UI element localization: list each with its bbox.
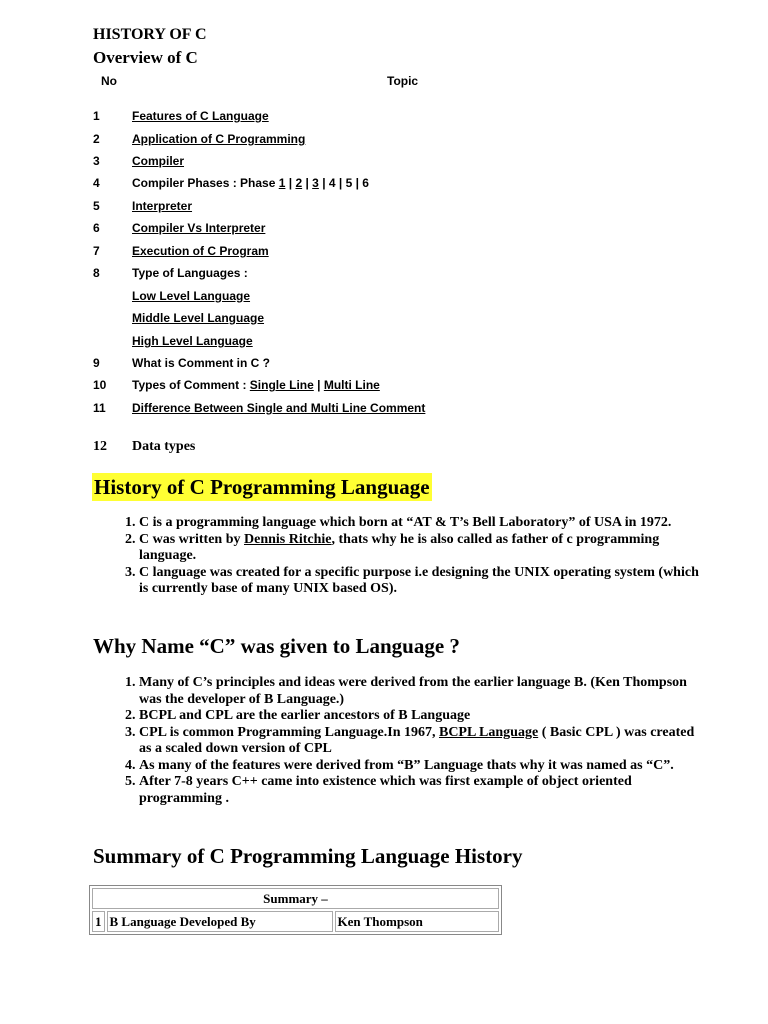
toc-row	[0, 244, 768, 264]
toc-link-middle-level[interactable]: Middle Level Language	[132, 311, 265, 325]
list-item-text: CPL is common Programming Language.In 1967,	[139, 724, 439, 740]
bcpl-language-link[interactable]: BCPL Language	[438, 724, 539, 740]
list-item: 4. As many of the features were derived from “B” Language thats why it was named as “C”.	[139, 758, 699, 775]
toc-header-topic: Topic	[387, 74, 419, 88]
why-name-list	[93, 675, 699, 807]
toc-separator: |	[313, 378, 324, 392]
list-item-text: C was written by	[139, 531, 244, 547]
list-item	[139, 725, 699, 758]
toc-number: 12	[93, 439, 107, 454]
list-item: 1. Many of C’s principles and ideas were derived from the earlier language B. (Ken Thompson was the developer of B Language.)	[139, 675, 699, 708]
list-item-text: ( Basic CPL ) was created as a scaled down version of CPL	[139, 724, 695, 756]
document-title: HISTORY OF C	[93, 26, 207, 43]
toc-number: 8	[93, 266, 100, 280]
toc-link-phase-2[interactable]: 2	[295, 176, 303, 190]
toc-link-high-level[interactable]: High Level Language	[132, 334, 253, 348]
list-item: 3. C language was created for a specific purpose i.e designing the UNIX operating system (which is currently base of many UNIX based OS).	[139, 565, 699, 598]
toc-link-execution[interactable]: Execution of C Program	[132, 244, 269, 258]
toc-type-of-languages: Type of Languages :	[132, 266, 248, 280]
list-item: 1. C is a programming language which born at “AT & T’s Bell Laboratory” of USA in 1972.	[139, 515, 699, 532]
toc-link-phase-3[interactable]: 3	[312, 176, 319, 190]
list-item-text: , thats why he is also called as father of c programming language.	[139, 531, 660, 563]
toc-row	[0, 439, 768, 459]
toc-link-compiler-vs-interpreter[interactable]: Compiler Vs Interpreter	[132, 221, 266, 235]
toc-row	[0, 221, 768, 241]
toc-separator: |	[302, 176, 313, 190]
toc-row	[0, 311, 768, 331]
toc-compiler-phases	[132, 176, 369, 190]
toc-number: 5	[93, 199, 100, 213]
toc-link-single-line[interactable]: Single Line	[249, 378, 314, 392]
table-row	[92, 888, 499, 909]
list-item: 5. After 7-8 years C++ came into existence which was first example of object oriented programming .	[139, 774, 699, 807]
toc-row	[0, 199, 768, 219]
toc-comment-prefix: Types of Comment :	[132, 378, 250, 392]
toc-number: 4	[93, 176, 100, 190]
toc-row	[0, 289, 768, 309]
toc-what-is-comment: What is Comment in C ?	[132, 356, 270, 370]
why-name-heading: Why Name “C” was given to Language ?	[93, 634, 460, 658]
toc-row	[0, 266, 768, 286]
table-cell-label: B Language Developed By	[107, 911, 333, 932]
toc-row	[0, 334, 768, 354]
toc-link-multi-line[interactable]: Multi Line	[323, 378, 380, 392]
summary-heading: Summary of C Programming Language History	[93, 844, 523, 868]
toc-row	[0, 132, 768, 152]
toc-phases-rest: | 4 | 5 | 6	[318, 176, 369, 190]
summary-table	[89, 885, 502, 935]
history-heading: History of C Programming Language	[94, 475, 430, 499]
toc-row	[0, 401, 768, 421]
toc-number: 7	[93, 244, 100, 258]
toc-link-application[interactable]: Application of C Programming	[132, 132, 306, 146]
toc-number: 10	[93, 378, 107, 392]
dennis-ritchie-link[interactable]: Dennis Ritchie	[244, 531, 332, 547]
toc-row	[0, 154, 768, 174]
toc-row	[0, 176, 768, 196]
toc-number: 11	[93, 401, 106, 415]
toc-link-difference-comment[interactable]: Difference Between Single and Multi Line Comment	[132, 401, 426, 415]
toc-row	[0, 356, 768, 376]
toc-row	[0, 109, 768, 129]
table-row	[92, 911, 499, 932]
toc-number: 1	[93, 109, 100, 123]
table-cell-value: Ken Thompson	[335, 911, 500, 932]
toc-link-compiler[interactable]: Compiler	[132, 154, 185, 168]
toc-separator: |	[285, 176, 296, 190]
toc-link-low-level[interactable]: Low Level Language	[132, 289, 251, 303]
toc-header-no: No	[101, 74, 117, 88]
document-subtitle: Overview of C	[93, 48, 198, 67]
toc-number: 6	[93, 221, 100, 235]
toc-types-of-comment	[132, 378, 380, 392]
list-item: 2. BCPL and CPL are the earlier ancestors of B Language	[139, 708, 699, 725]
toc-number: 2	[93, 132, 100, 146]
toc-number: 9	[93, 356, 100, 370]
history-list	[93, 515, 699, 598]
toc-link-interpreter[interactable]: Interpreter	[132, 199, 193, 213]
toc-link-phase-1[interactable]: 1	[278, 176, 286, 190]
table-cell-no: 1	[92, 911, 105, 932]
summary-table-title: Summary –	[92, 888, 499, 909]
toc-number: 3	[93, 154, 100, 168]
toc-row	[0, 378, 768, 398]
toc-phases-prefix: Compiler Phases : Phase	[132, 176, 279, 190]
toc-data-types: Data types	[132, 439, 196, 454]
list-item	[139, 532, 699, 565]
toc-link-features[interactable]: Features of C Language	[132, 109, 269, 123]
